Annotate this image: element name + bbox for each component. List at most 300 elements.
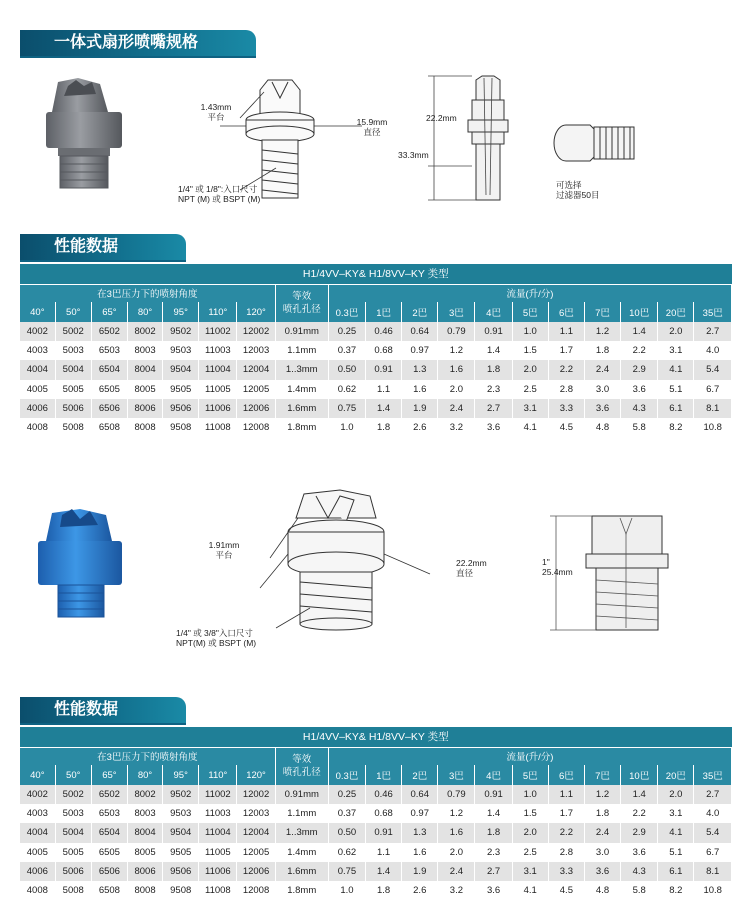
table-cell: 1.8	[475, 360, 512, 379]
table-cell: 9502	[163, 322, 199, 341]
table-cell: 5.4	[694, 360, 732, 379]
table-cell: 4002	[20, 785, 55, 804]
table-cell: 3.3	[548, 399, 584, 418]
thread-size-label-1: 1/4" 或 1/8":入口尺寸 NPT (M) 或 BSPT (M)	[178, 184, 261, 204]
pressure-column-header: 35巴	[694, 302, 732, 322]
table-cell: 8002	[127, 785, 162, 804]
table-cell: 0.97	[402, 341, 438, 360]
table-cell: 1.6	[438, 360, 475, 379]
flat-width-label-2: 1.91mm 平台	[208, 540, 240, 560]
table-cell: 1.7	[548, 804, 584, 823]
pressure-column-header: 7巴	[584, 765, 620, 785]
angle-column-header: 65°	[91, 302, 127, 322]
table-cell: 3.2	[438, 418, 475, 437]
table-cell: 2.7	[694, 785, 732, 804]
table-cell: 5005	[55, 843, 91, 862]
table-cell: 1.4mm	[275, 380, 328, 399]
table-cell: 11003	[199, 341, 237, 360]
table-cell: 6504	[91, 823, 127, 842]
table-cell: 0.64	[402, 785, 438, 804]
table-cell: 4.5	[548, 881, 584, 900]
table-cell: 1.1	[366, 380, 402, 399]
table-cell: 9505	[163, 843, 199, 862]
table-cell: 5002	[55, 322, 91, 341]
table-cell: 8.2	[658, 418, 694, 437]
table-cell: 0.46	[366, 785, 402, 804]
table-cell: 9506	[163, 399, 199, 418]
table-row	[20, 322, 732, 341]
angle-column-header: 80°	[127, 765, 162, 785]
table-cell: 1.1	[548, 785, 584, 804]
flow-group-header: 流量(升/分)	[328, 284, 731, 302]
table-cell: 4005	[20, 380, 55, 399]
table-cell: 4006	[20, 862, 55, 881]
table-cell: 4.3	[621, 399, 658, 418]
table-row	[20, 785, 732, 804]
angle-column-header: 40°	[20, 302, 55, 322]
table-cell: 9508	[163, 418, 199, 437]
table-cell: 1.1	[548, 322, 584, 341]
angle-column-header: 50°	[55, 302, 91, 322]
table-cell: 4.0	[694, 804, 732, 823]
table-cell: 11008	[199, 418, 237, 437]
table-cell: 1.3	[402, 823, 438, 842]
table-cell: 10.8	[694, 881, 732, 900]
table-cell: 0.79	[438, 322, 475, 341]
table-cell: 1.4mm	[275, 843, 328, 862]
table-cell: 3.6	[621, 380, 658, 399]
table-cell: 2.4	[438, 399, 475, 418]
pressure-column-header: 35巴	[694, 765, 732, 785]
angle-column-header: 50°	[55, 765, 91, 785]
angle-column-header: 95°	[163, 765, 199, 785]
table-cell: 4.1	[512, 881, 548, 900]
table-cell: 4004	[20, 823, 55, 842]
table-type-title: H1/4VV–KY& H1/8VV–KY 类型	[20, 264, 732, 284]
table-cell: 1.2	[438, 804, 475, 823]
table-cell: 2.4	[584, 823, 620, 842]
table-cell: 0.25	[328, 322, 365, 341]
table-cell: 0.75	[328, 862, 365, 881]
table-cell: 2.0	[512, 360, 548, 379]
table-cell: 1.8	[584, 341, 620, 360]
table-cell: 9504	[163, 360, 199, 379]
column-header-row	[20, 302, 732, 322]
orifice-header: 等效 喷孔孔径	[275, 284, 328, 322]
table-cell: 12006	[237, 399, 275, 418]
table-cell: 11008	[199, 881, 237, 900]
table-cell: 9504	[163, 823, 199, 842]
table-cell: 6502	[91, 785, 127, 804]
table-cell: 1.3	[402, 360, 438, 379]
table-row	[20, 823, 732, 842]
table-cell: 8005	[127, 843, 162, 862]
table-cell: 12003	[237, 341, 275, 360]
table-cell: 8.1	[694, 862, 732, 881]
table-cell: 4.3	[621, 862, 658, 881]
table-cell: 8004	[127, 360, 162, 379]
table-cell: 6504	[91, 360, 127, 379]
pressure-column-header: 20巴	[658, 302, 694, 322]
pressure-column-header: 5巴	[512, 765, 548, 785]
table-cell: 6505	[91, 380, 127, 399]
pressure-column-header: 1巴	[366, 765, 402, 785]
table-cell: 0.68	[366, 341, 402, 360]
table-cell: 1.0	[328, 881, 365, 900]
table-cell: 3.1	[512, 399, 548, 418]
table-cell: 11004	[199, 823, 237, 842]
table-cell: 1.2	[584, 785, 620, 804]
table-cell: 4006	[20, 399, 55, 418]
table-cell: 3.6	[621, 843, 658, 862]
table-cell: 1.6mm	[275, 399, 328, 418]
table-cell: 1.2	[438, 341, 475, 360]
table-cell: 1.6mm	[275, 862, 328, 881]
angle-column-header: 65°	[91, 765, 127, 785]
height-label-25-4: 1" 25.4mm	[542, 557, 573, 577]
table-cell: 12006	[237, 862, 275, 881]
table-cell: 1.0	[512, 785, 548, 804]
table-cell: 12008	[237, 418, 275, 437]
section2-underline	[20, 723, 186, 725]
table-cell: 5005	[55, 380, 91, 399]
table-cell: 12005	[237, 843, 275, 862]
table-cell: 9508	[163, 881, 199, 900]
table-cell: 0.64	[402, 322, 438, 341]
pressure-column-header: 10巴	[621, 302, 658, 322]
flat-width-label-1: 1.43mm 平台	[200, 102, 232, 122]
nozzle-section-drawing-1	[420, 70, 530, 210]
table-type-title: H1/4VV–KY& H1/8VV–KY 类型	[20, 727, 732, 747]
table-cell: 4003	[20, 341, 55, 360]
section1-underline	[20, 260, 186, 262]
table-cell: 2.0	[658, 785, 694, 804]
table-cell: 2.2	[621, 341, 658, 360]
pressure-column-header: 4巴	[475, 765, 512, 785]
table-cell: 3.1	[512, 862, 548, 881]
table-cell: 5004	[55, 823, 91, 842]
table-cell: 8006	[127, 399, 162, 418]
height-label-22-2: 22.2mm	[426, 113, 457, 123]
table-cell: 8006	[127, 862, 162, 881]
table-cell: 0.75	[328, 399, 365, 418]
angle-column-header: 110°	[199, 302, 237, 322]
table-cell: 8.2	[658, 881, 694, 900]
table-cell: 5.4	[694, 823, 732, 842]
table-cell: 1.9	[402, 862, 438, 881]
table-cell: 2.7	[475, 399, 512, 418]
section1-heading: 性能数据	[20, 234, 186, 260]
table-cell: 4.1	[658, 360, 694, 379]
table-cell: 4.5	[548, 418, 584, 437]
table-cell: 4.8	[584, 881, 620, 900]
height-label-33-3: 33.3mm	[398, 150, 429, 160]
table-cell: 5008	[55, 881, 91, 900]
table-cell: 12008	[237, 881, 275, 900]
table-cell: 2.9	[621, 823, 658, 842]
table-cell: 12002	[237, 785, 275, 804]
table-cell: 12004	[237, 360, 275, 379]
table-cell: 3.1	[658, 341, 694, 360]
table-cell: 1.1mm	[275, 804, 328, 823]
table-cell: 2.8	[548, 380, 584, 399]
filter-drawing	[550, 115, 640, 175]
table-cell: 1.8	[475, 823, 512, 842]
table-cell: 12003	[237, 804, 275, 823]
table-cell: 5002	[55, 785, 91, 804]
table-cell: 1.6	[402, 843, 438, 862]
table-cell: 2.0	[438, 380, 475, 399]
pressure-column-header: 6巴	[548, 302, 584, 322]
table-cell: 3.3	[548, 862, 584, 881]
table-cell: 1.0	[328, 418, 365, 437]
table-cell: 0.37	[328, 341, 365, 360]
flow-group-header: 流量(升/分)	[328, 747, 731, 765]
pressure-column-header: 2巴	[402, 765, 438, 785]
table-cell: 2.4	[584, 360, 620, 379]
performance-table-1	[20, 264, 732, 437]
table-cell: 1.5	[512, 804, 548, 823]
table-cell: 12002	[237, 322, 275, 341]
table-cell: 11002	[199, 322, 237, 341]
table-cell: 1.8	[366, 418, 402, 437]
table-cell: 6.7	[694, 843, 732, 862]
table-cell: 0.62	[328, 380, 365, 399]
angle-group-header: 在3巴压力下的喷射角度	[20, 284, 275, 302]
table-cell: 6505	[91, 843, 127, 862]
table-cell: 1.8	[584, 804, 620, 823]
table-cell: 0.91	[475, 785, 512, 804]
table-cell: 4008	[20, 418, 55, 437]
performance-table-2	[20, 727, 732, 900]
table-cell: 3.6	[475, 881, 512, 900]
pressure-column-header: 7巴	[584, 302, 620, 322]
table-cell: 9505	[163, 380, 199, 399]
table-cell: 2.0	[438, 843, 475, 862]
table-cell: 1.9	[402, 399, 438, 418]
table-cell: 0.50	[328, 823, 365, 842]
table-cell: 2.2	[548, 823, 584, 842]
orifice-header: 等效 喷孔孔径	[275, 747, 328, 785]
table-cell: 0.91mm	[275, 322, 328, 341]
table-row	[20, 804, 732, 823]
table-cell: 8003	[127, 804, 162, 823]
table-cell: 1.6	[402, 380, 438, 399]
angle-column-header: 110°	[199, 765, 237, 785]
table-row	[20, 360, 732, 379]
table-cell: 2.5	[512, 843, 548, 862]
table-cell: 1.4	[621, 785, 658, 804]
table-cell: 2.5	[512, 380, 548, 399]
table-cell: 2.7	[694, 322, 732, 341]
pressure-column-header: 20巴	[658, 765, 694, 785]
table-cell: 1..3mm	[275, 360, 328, 379]
table-cell: 1.4	[475, 341, 512, 360]
table-cell: 5006	[55, 862, 91, 881]
pressure-column-header: 2巴	[402, 302, 438, 322]
table-cell: 8003	[127, 341, 162, 360]
table-cell: 0.25	[328, 785, 365, 804]
table-cell: 5006	[55, 399, 91, 418]
filter-label: 可选择 过滤器50目	[556, 180, 600, 200]
angle-column-header: 40°	[20, 765, 55, 785]
table-cell: 0.79	[438, 785, 475, 804]
table-cell: 8002	[127, 322, 162, 341]
table-cell: 6506	[91, 399, 127, 418]
table-cell: 9503	[163, 804, 199, 823]
table-cell: 6508	[91, 418, 127, 437]
table-cell: 0.91	[475, 322, 512, 341]
table-body	[20, 322, 732, 437]
table-cell: 4003	[20, 804, 55, 823]
table-cell: 1.4	[366, 399, 402, 418]
diameter-label-2: 22.2mm 直径	[456, 558, 487, 578]
table-row	[20, 843, 732, 862]
table-cell: 5.1	[658, 843, 694, 862]
pressure-column-header: 4巴	[475, 302, 512, 322]
section2-heading: 性能数据	[20, 697, 186, 723]
table-cell: 1.8mm	[275, 881, 328, 900]
table-cell: 11005	[199, 843, 237, 862]
blue-nozzle-photo	[30, 505, 130, 635]
table-cell: 2.7	[475, 862, 512, 881]
table-cell: 0.91	[366, 823, 402, 842]
table-cell: 8004	[127, 823, 162, 842]
table-cell: 2.3	[475, 843, 512, 862]
nozzle-line-drawing-2	[220, 488, 460, 638]
table-cell: 1.2	[584, 322, 620, 341]
table-cell: 6.1	[658, 862, 694, 881]
table-cell: 4004	[20, 360, 55, 379]
table-cell: 6506	[91, 862, 127, 881]
table-row	[20, 862, 732, 881]
table-cell: 11006	[199, 862, 237, 881]
table-cell: 8008	[127, 881, 162, 900]
table-cell: 3.1	[658, 804, 694, 823]
page-title: 一体式扇形喷嘴规格	[20, 30, 256, 56]
table-cell: 0.91mm	[275, 785, 328, 804]
table-cell: 5.8	[621, 881, 658, 900]
table-cell: 2.0	[512, 823, 548, 842]
pressure-column-header: 3巴	[438, 765, 475, 785]
gray-nozzle-photo	[40, 72, 130, 202]
table-cell: 11006	[199, 399, 237, 418]
table-cell: 2.6	[402, 418, 438, 437]
angle-column-header: 120°	[237, 765, 275, 785]
table-cell: 10.8	[694, 418, 732, 437]
table-cell: 8005	[127, 380, 162, 399]
table-cell: 2.2	[621, 804, 658, 823]
table-cell: 2.6	[402, 881, 438, 900]
angle-column-header: 80°	[127, 302, 162, 322]
table-cell: 1.8mm	[275, 418, 328, 437]
table-cell: 8.1	[694, 399, 732, 418]
pressure-column-header: 10巴	[621, 765, 658, 785]
table-cell: 11002	[199, 785, 237, 804]
angle-group-header: 在3巴压力下的喷射角度	[20, 747, 275, 765]
table-cell: 4.1	[512, 418, 548, 437]
table-cell: 0.97	[402, 804, 438, 823]
table-cell: 5003	[55, 804, 91, 823]
diameter-label-1: 15.9mm 直径	[356, 117, 388, 137]
table-row	[20, 380, 732, 399]
pressure-column-header: 0.3巴	[328, 302, 365, 322]
table-cell: 9506	[163, 862, 199, 881]
table-cell: 4005	[20, 843, 55, 862]
table-cell: 3.0	[584, 843, 620, 862]
table-row	[20, 418, 732, 437]
table-cell: 6503	[91, 804, 127, 823]
table-cell: 0.68	[366, 804, 402, 823]
table-cell: 0.46	[366, 322, 402, 341]
table-cell: 1.1mm	[275, 341, 328, 360]
table-cell: 12005	[237, 380, 275, 399]
table-cell: 5004	[55, 360, 91, 379]
table-cell: 0.37	[328, 804, 365, 823]
angle-column-header: 120°	[237, 302, 275, 322]
table-cell: 4.8	[584, 418, 620, 437]
table-cell: 2.4	[438, 862, 475, 881]
table-cell: 3.6	[475, 418, 512, 437]
table-cell: 0.62	[328, 843, 365, 862]
table-cell: 1.1	[366, 843, 402, 862]
table-cell: 4.0	[694, 341, 732, 360]
table-cell: 1.8	[366, 881, 402, 900]
table-cell: 1..3mm	[275, 823, 328, 842]
column-header-row	[20, 765, 732, 785]
table-cell: 2.3	[475, 380, 512, 399]
table-cell: 6508	[91, 881, 127, 900]
table-row	[20, 341, 732, 360]
title-underline	[20, 56, 256, 58]
table-cell: 3.0	[584, 380, 620, 399]
table-cell: 1.5	[512, 341, 548, 360]
pressure-column-header: 5巴	[512, 302, 548, 322]
table-cell: 9503	[163, 341, 199, 360]
table-cell: 2.2	[548, 360, 584, 379]
table-cell: 6.1	[658, 399, 694, 418]
table-cell: 5.8	[621, 418, 658, 437]
angle-column-header: 95°	[163, 302, 199, 322]
table-cell: 11004	[199, 360, 237, 379]
table-cell: 4008	[20, 881, 55, 900]
pressure-column-header: 3巴	[438, 302, 475, 322]
table-cell: 4002	[20, 322, 55, 341]
table-cell: 2.9	[621, 360, 658, 379]
table-cell: 3.6	[584, 399, 620, 418]
table-cell: 1.0	[512, 322, 548, 341]
table-row	[20, 399, 732, 418]
table-body	[20, 785, 732, 900]
table-cell: 1.4	[621, 322, 658, 341]
table-cell: 9502	[163, 785, 199, 804]
table-cell: 6.7	[694, 380, 732, 399]
table-cell: 1.7	[548, 341, 584, 360]
table-cell: 1.6	[438, 823, 475, 842]
table-cell: 2.0	[658, 322, 694, 341]
table-cell: 3.2	[438, 881, 475, 900]
table-cell: 0.91	[366, 360, 402, 379]
table-cell: 11005	[199, 380, 237, 399]
pressure-column-header: 0.3巴	[328, 765, 365, 785]
table-cell: 2.8	[548, 843, 584, 862]
table-cell: 0.50	[328, 360, 365, 379]
table-cell: 5.1	[658, 380, 694, 399]
table-cell: 12004	[237, 823, 275, 842]
table-cell: 1.4	[475, 804, 512, 823]
thread-size-label-2: 1/4" 或 3/8"入口尺寸 NPT(M) 或 BSPT (M)	[176, 628, 257, 648]
table-cell: 5003	[55, 341, 91, 360]
